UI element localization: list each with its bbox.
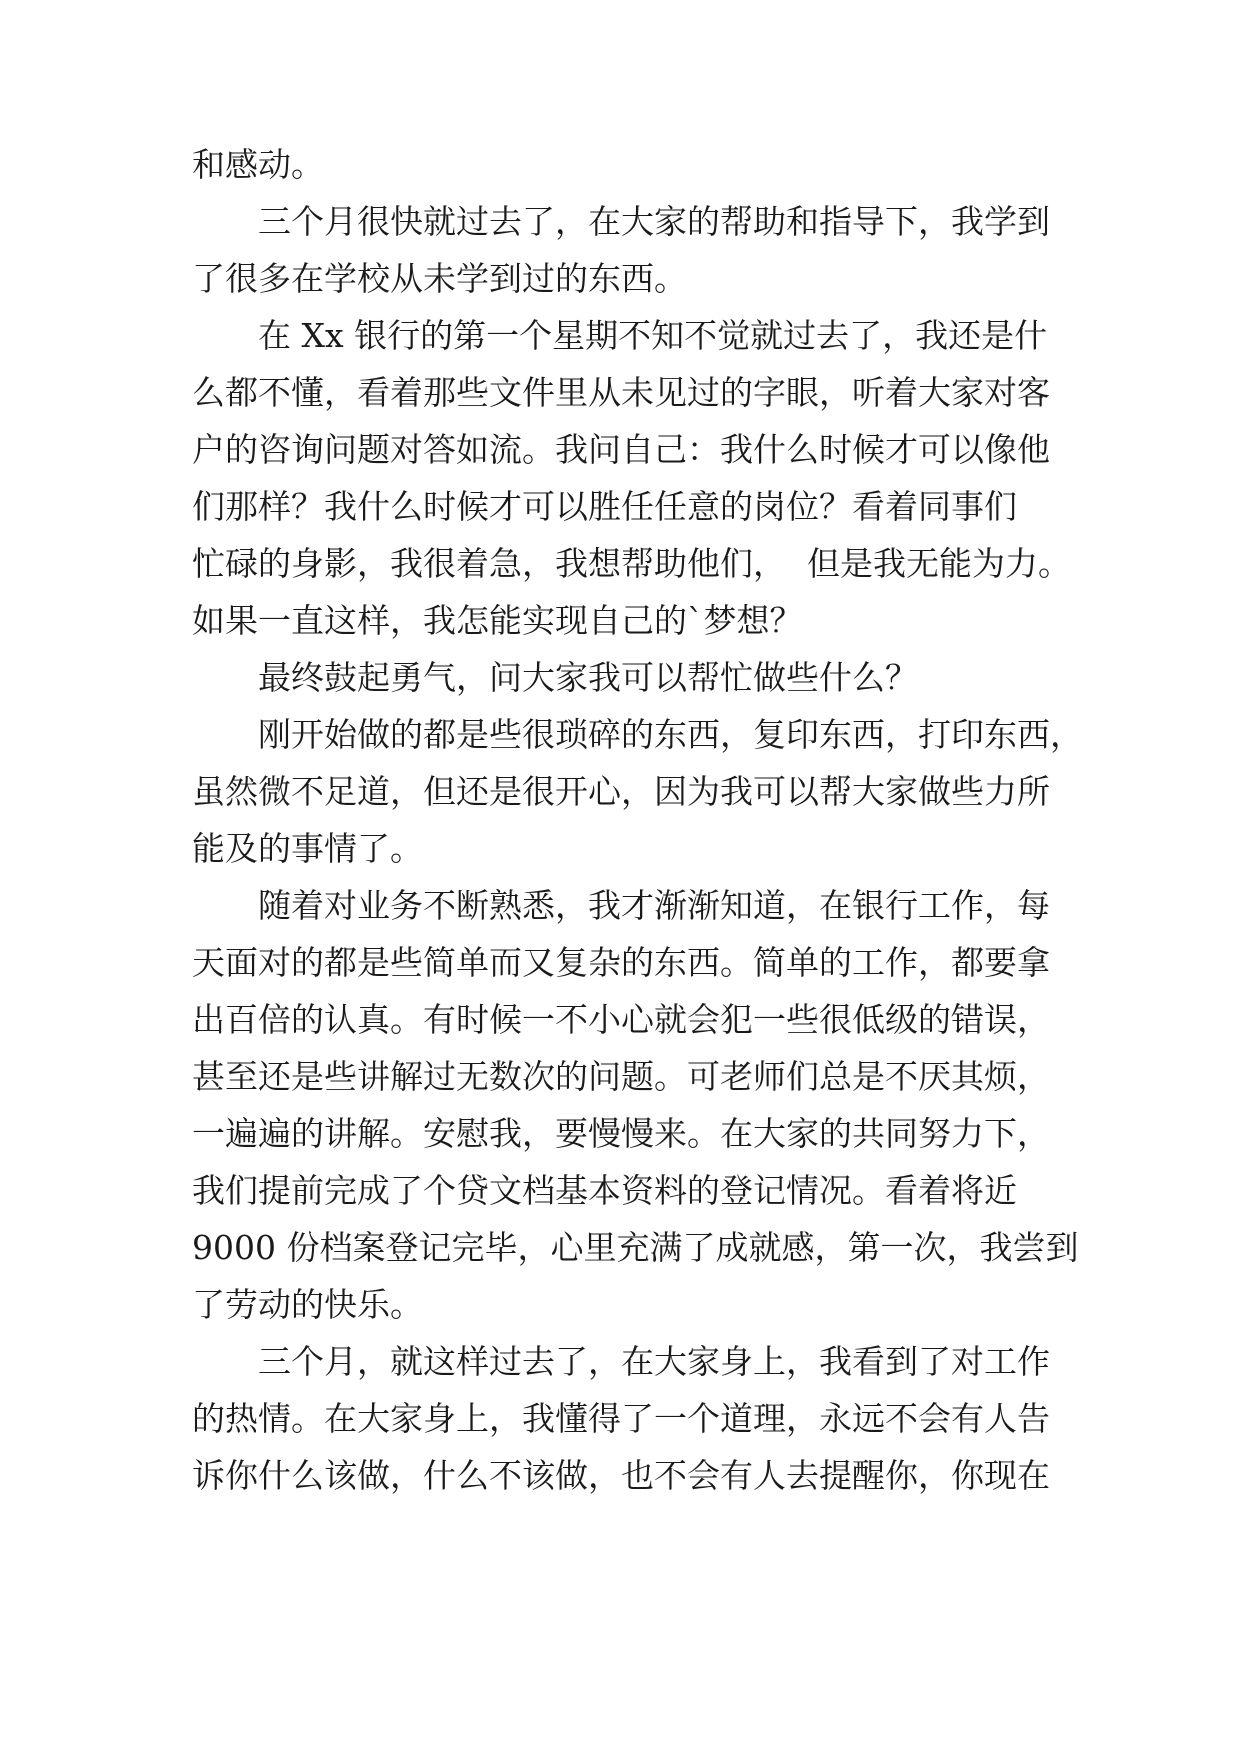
text-line: 了劳动的快乐。 — [192, 1285, 423, 1324]
text-line: 了很多在学校从未学到过的东西。 — [192, 259, 687, 298]
paragraph-first-line: 在 Xx 银行的第一个星期不知不觉就过去了，我还是什 — [258, 316, 1048, 355]
text-line: 如果一直这样，我怎能实现自己的`梦想？ — [192, 601, 803, 640]
paragraph-first-line: 三个月很快就过去了，在大家的帮助和指导下，我学到 — [258, 202, 1050, 241]
text-line: 和感动。 — [192, 145, 324, 184]
text-line: 9000 份档案登记完毕，心里充满了成就感，第一次，我尝到 — [192, 1228, 1079, 1267]
text-line: 能及的事情了。 — [192, 829, 423, 868]
text-line: 虽然微不足道，但还是很开心，因为我可以帮大家做些力所 — [192, 772, 1050, 811]
text-line: 甚至还是些讲解过无数次的问题。可老师们总是不厌其烦， — [192, 1057, 1050, 1096]
text-line: 我们提前完成了个贷文档基本资料的登记情况。看着将近 — [192, 1171, 1017, 1210]
text-line: 户的咨询问题对答如流。我问自己：我什么时候才可以像他 — [192, 430, 1050, 469]
text-line: 们那样？我什么时候才可以胜任任意的岗位？看着同事们 — [192, 487, 1017, 526]
text-line: 出百倍的认真。有时候一不小心就会犯一些很低级的错误， — [192, 1000, 1050, 1039]
text-line: 一遍遍的讲解。安慰我，要慢慢来。在大家的共同努力下， — [192, 1114, 1050, 1153]
text-line: 诉你什么该做，什么不该做，也不会有人去提醒你，你现在 — [192, 1456, 1050, 1495]
text-line: 忙碌的身影，我很着急，我想帮助他们， 但是我无能为力。 — [192, 544, 1071, 583]
text-line: 的热情。在大家身上，我懂得了一个道理，永远不会有人告 — [192, 1399, 1050, 1438]
paragraph-first-line: 刚开始做的都是些很琐碎的东西，复印东西，打印东西， — [258, 715, 1083, 754]
paragraph-first-line: 最终鼓起勇气，问大家我可以帮忙做些什么？ — [258, 658, 918, 697]
paragraph-first-line: 三个月，就这样过去了，在大家身上，我看到了对工作 — [258, 1342, 1050, 1381]
text-line: 天面对的都是些简单而又复杂的东西。简单的工作，都要拿 — [192, 943, 1050, 982]
paragraph-first-line: 随着对业务不断熟悉，我才渐渐知道，在银行工作，每 — [258, 886, 1050, 925]
text-line: 么都不懂，看着那些文件里从未见过的字眼，听着大家对客 — [192, 373, 1050, 412]
